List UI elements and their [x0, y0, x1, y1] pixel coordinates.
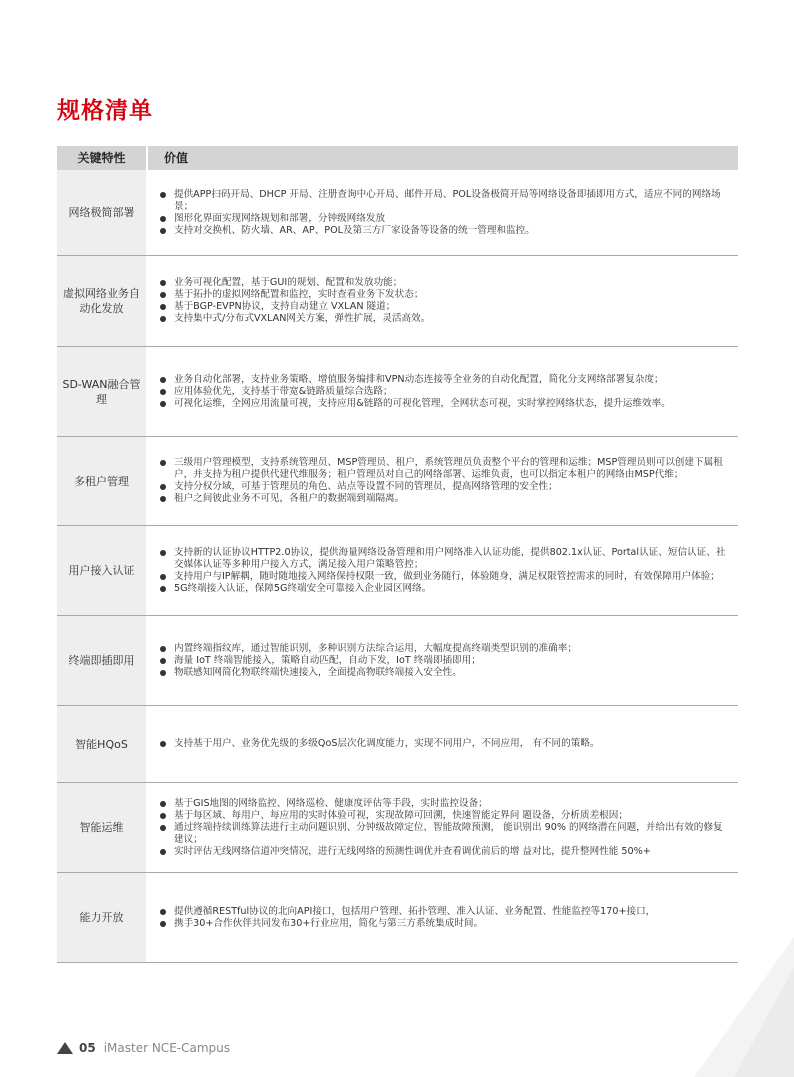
- triangle-icon: [57, 1042, 73, 1054]
- list-item: 提供APP扫码开局、DHCP 开局、注册查询中心开局、邮件开局、POL设备极简开局等网络设备即插即用方式，适应不同的网络场景；: [158, 189, 730, 213]
- list-item: 应用体验优先，支持基于带宽&链路质量综合选路；: [158, 386, 671, 398]
- list-item: 基于GIS地图的网络监控、网络巡检、健康度评估等手段，实时监控设备；: [158, 798, 730, 810]
- table-row: [57, 783, 738, 873]
- table-row: [57, 437, 738, 526]
- feature-cell: 终端即插即用: [57, 616, 146, 705]
- value-cell: [146, 437, 738, 525]
- table-row: [57, 706, 738, 783]
- feature-cell: 网络极简部署: [57, 170, 146, 255]
- table-header: [57, 146, 738, 170]
- feature-cell: SD-WAN融合管理: [57, 347, 146, 436]
- list-item: 图形化界面实现网络规划和部署，分钟级网络发放: [158, 213, 730, 225]
- list-item: 海量 IoT 终端智能接入，策略自动匹配，自动下发，IoT 终端即插即用；: [158, 655, 577, 667]
- header-feature: 关键特性: [57, 146, 148, 170]
- list-item: 内置终端指纹库，通过智能识别，多种识别方法综合运用，大幅度提高终端类型识别的准确率；: [158, 643, 577, 655]
- value-cell: [146, 706, 738, 782]
- list-item: 支持对交换机、防火墙、AR、AP、POL及第三方厂家设备等设备的统一管理和监控。: [158, 225, 730, 237]
- value-cell: [146, 170, 738, 255]
- list-item: 业务自动化部署，支持业务策略、增值服务编排和VPN动态连接等全业务的自动化配置，简化分支网络部署复杂度；: [158, 374, 671, 386]
- corner-decoration-icon: [674, 937, 794, 1077]
- feature-cell: 智能HQoS: [57, 706, 146, 782]
- list-item: 三级用户管理模型，支持系统管理员、MSP管理员、租户，系统管理员负责整个平台的管理和运维；MSP管理员则可以创建下属租户，并支持为租户提供代建代维服务；租户管理员对自己的网络部署、运维负责，也可以指定本租户的网络由MSP代维；: [158, 457, 730, 481]
- feature-cell: 虚拟网络业务自动化发放: [57, 256, 146, 346]
- table-row: [57, 526, 738, 616]
- list-item: 5G终端接入认证，保障5G终端安全可靠接入企业园区网络。: [158, 583, 730, 595]
- product-name: iMaster NCE-Campus: [103, 1041, 230, 1055]
- list-item: 业务可视化配置，基于GUI的规划、配置和发放功能；: [158, 277, 430, 289]
- value-cell: [146, 347, 738, 436]
- table-row: [57, 170, 738, 256]
- list-item: 通过终端持续训练算法进行主动问题识别、分钟级故障定位、智能故障预测， 能识别出 90% 的网络潜在问题，并给出有效的修复建议；: [158, 822, 730, 846]
- list-item: 租户之间彼此业务不可见，各租户的数据端到端隔离。: [158, 493, 730, 505]
- table-row: [57, 873, 738, 963]
- list-item: 物联感知网简化物联终端快速接入，全面提高物联终端接入安全性。: [158, 667, 577, 679]
- feature-cell: 多租户管理: [57, 437, 146, 525]
- list-item: 支持新的认证协议HTTP2.0协议，提供海量网络设备管理和用户网络准入认证功能，提供802.1x认证、Portal认证、短信认证、社交媒体认证等多种用户接入方式，满足接入用户策略管控；: [158, 547, 730, 571]
- page-title: 规格清单: [57, 98, 153, 124]
- list-item: 支持分权分域，可基于管理员的角色、站点等设置不同的管理员，提高网络管理的安全性；: [158, 481, 730, 493]
- list-item: 提供遵循RESTful协议的北向API接口，包括用户管理、拓扑管理、准入认证、业务配置、性能监控等170+接口，: [158, 906, 655, 918]
- list-item: 基于每区域、每用户、每应用的实时体验可视，实现故障可回溯，快速智能定界问 题设备，分析质差根因；: [158, 810, 730, 822]
- feature-cell: 用户接入认证: [57, 526, 146, 615]
- feature-cell: 能力开放: [57, 873, 146, 962]
- header-value: 价值: [164, 151, 189, 165]
- table-row: [57, 616, 738, 706]
- page-footer: [57, 1041, 230, 1055]
- feature-cell: 智能运维: [57, 783, 146, 872]
- value-cell: [146, 256, 738, 346]
- list-item: 基于BGP-EVPN协议，支持自动建立 VXLAN 隧道；: [158, 301, 430, 313]
- value-cell: [146, 873, 738, 962]
- spec-table: [57, 146, 738, 963]
- list-item: 支持集中式/分布式VXLAN网关方案，弹性扩展，灵活高效。: [158, 313, 430, 325]
- value-cell: [146, 616, 738, 705]
- value-cell: [146, 526, 738, 615]
- page-number: 05: [79, 1041, 96, 1055]
- list-item: 支持基于用户、业务优先级的多级QoS层次化调度能力，实现不同用户，不同应用， 有不同的策略。: [158, 738, 600, 750]
- value-cell: [146, 783, 738, 872]
- list-item: 实时评估无线网络信道冲突情况，进行无线网络的预测性调优并查看调优前后的增 益对比，提升整网性能 50%+: [158, 846, 730, 858]
- list-item: 可视化运维，全网应用流量可视，支持应用&链路的可视化管理，全网状态可视，实时掌控网络状态，提升运维效率。: [158, 398, 671, 410]
- table-row: [57, 256, 738, 347]
- table-row: [57, 347, 738, 437]
- list-item: 支持用户与IP解耦，随时随地接入网络保持权限一致，做到业务随行，体验随身，满足权限管控需求的同时，有效保障用户体验；: [158, 571, 730, 583]
- list-item: 基于拓扑的虚拟网络配置和监控，实时查看业务下发状态；: [158, 289, 430, 301]
- list-item: 携手30+合作伙伴共同发布30+行业应用，简化与第三方系统集成时间。: [158, 918, 655, 930]
